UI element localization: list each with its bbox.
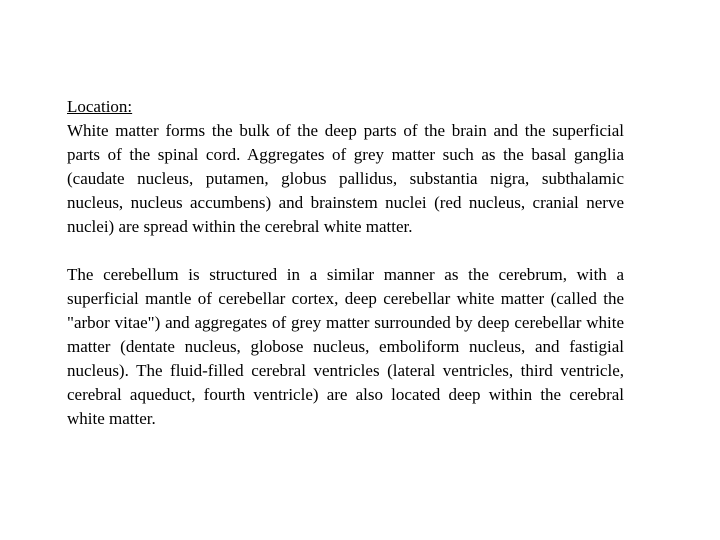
slide-text-block [67, 95, 624, 431]
cerebellum-paragraph: The cerebellum is structured in a similar manner as the cerebrum, with a superficial mantle of cerebellar cortex, deep cerebellar white matter (called the "arbor vitae") and aggregates of grey matter surrounded by deep cerebellar white matter (dentate nucleus, globose nucleus, emboliform nucleus, and fastigial nucleus). The fluid-filled cerebral ventricles (lateral ventricles, third ventricle, cerebral aqueduct, fourth ventricle) are also located deep within the cerebral white matter. [67, 265, 624, 428]
location-heading: Location: [67, 97, 133, 116]
white-matter-paragraph: White matter forms the bulk of the deep parts of the brain and the superficial parts of the spinal cord. Aggregates of grey matter such as the basal ganglia (caudate nucleus, putamen, globus pallidus, substantia nigra, subthalamic nucleus, nucleus accumbens) and brainstem nuclei (red nucleus, cranial nerve nuclei) are spread within the cerebral white matter. [67, 121, 624, 236]
